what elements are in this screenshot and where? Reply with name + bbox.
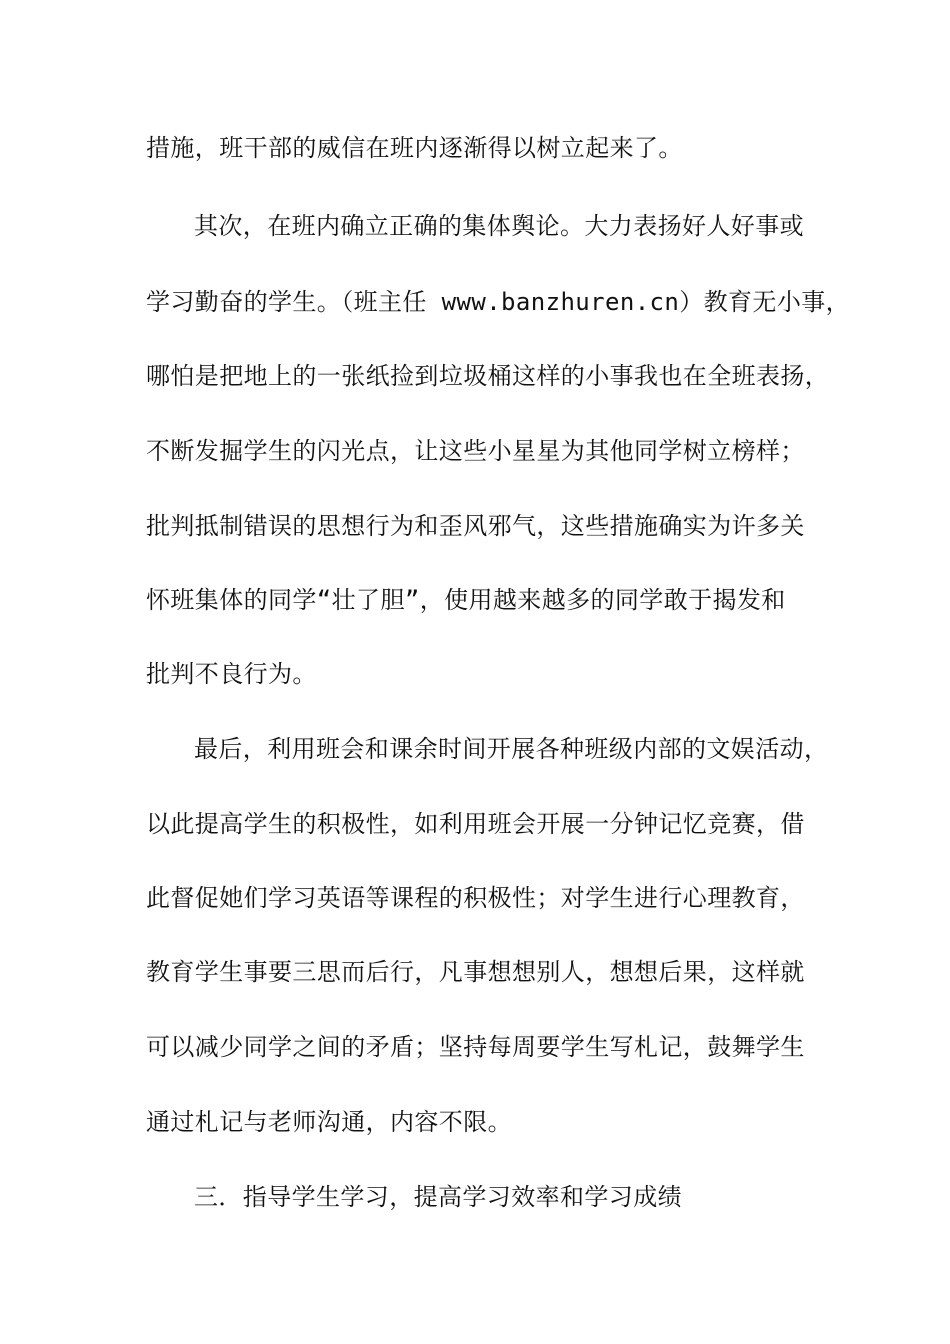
paragraph-line: 措施，班干部的威信在班内逐渐得以树立起来了。 xyxy=(146,134,683,162)
paragraph-line: 怀班集体的同学“壮了胆”，使用越来越多的同学敢于揭发和 xyxy=(146,586,786,614)
paragraph-line: 不断发掘学生的闪光点，让这些小星星为其他同学树立榜样； xyxy=(146,437,805,465)
paragraph-line: 学习勤奋的学生。（班主任 www.banzhuren.cn）教育无小事， xyxy=(146,288,851,316)
section-heading: 三．指导学生学习，提高学习效率和学习成绩 xyxy=(194,1183,682,1211)
paragraph-line: 可以减少同学之间的矛盾；坚持每周要学生写札记，鼓舞学生 xyxy=(146,1033,805,1061)
paragraph-line: 最后，利用班会和课余时间开展各种班级内部的文娱活动， xyxy=(194,735,829,763)
paragraph-line: 批判不良行为。 xyxy=(146,660,317,688)
paragraph-line: 哪怕是把地上的一张纸捡到垃圾桶这样的小事我也在全班表扬， xyxy=(146,362,830,390)
paragraph-line: 教育学生事要三思而后行，凡事想想别人，想想后果，这样就 xyxy=(146,958,805,986)
paragraph-line: 此督促她们学习英语等课程的积极性；对学生进行心理教育， xyxy=(146,884,805,912)
paragraph-line: 其次，在班内确立正确的集体舆论。大力表扬好人好事或 xyxy=(194,212,804,240)
paragraph-line: 以此提高学生的积极性，如利用班会开展一分钟记忆竞赛，借 xyxy=(146,810,805,838)
paragraph-line: 批判抵制错误的思想行为和歪风邪气，这些措施确实为许多关 xyxy=(146,512,805,540)
paragraph-line: 通过札记与老师沟通，内容不限。 xyxy=(146,1108,512,1136)
